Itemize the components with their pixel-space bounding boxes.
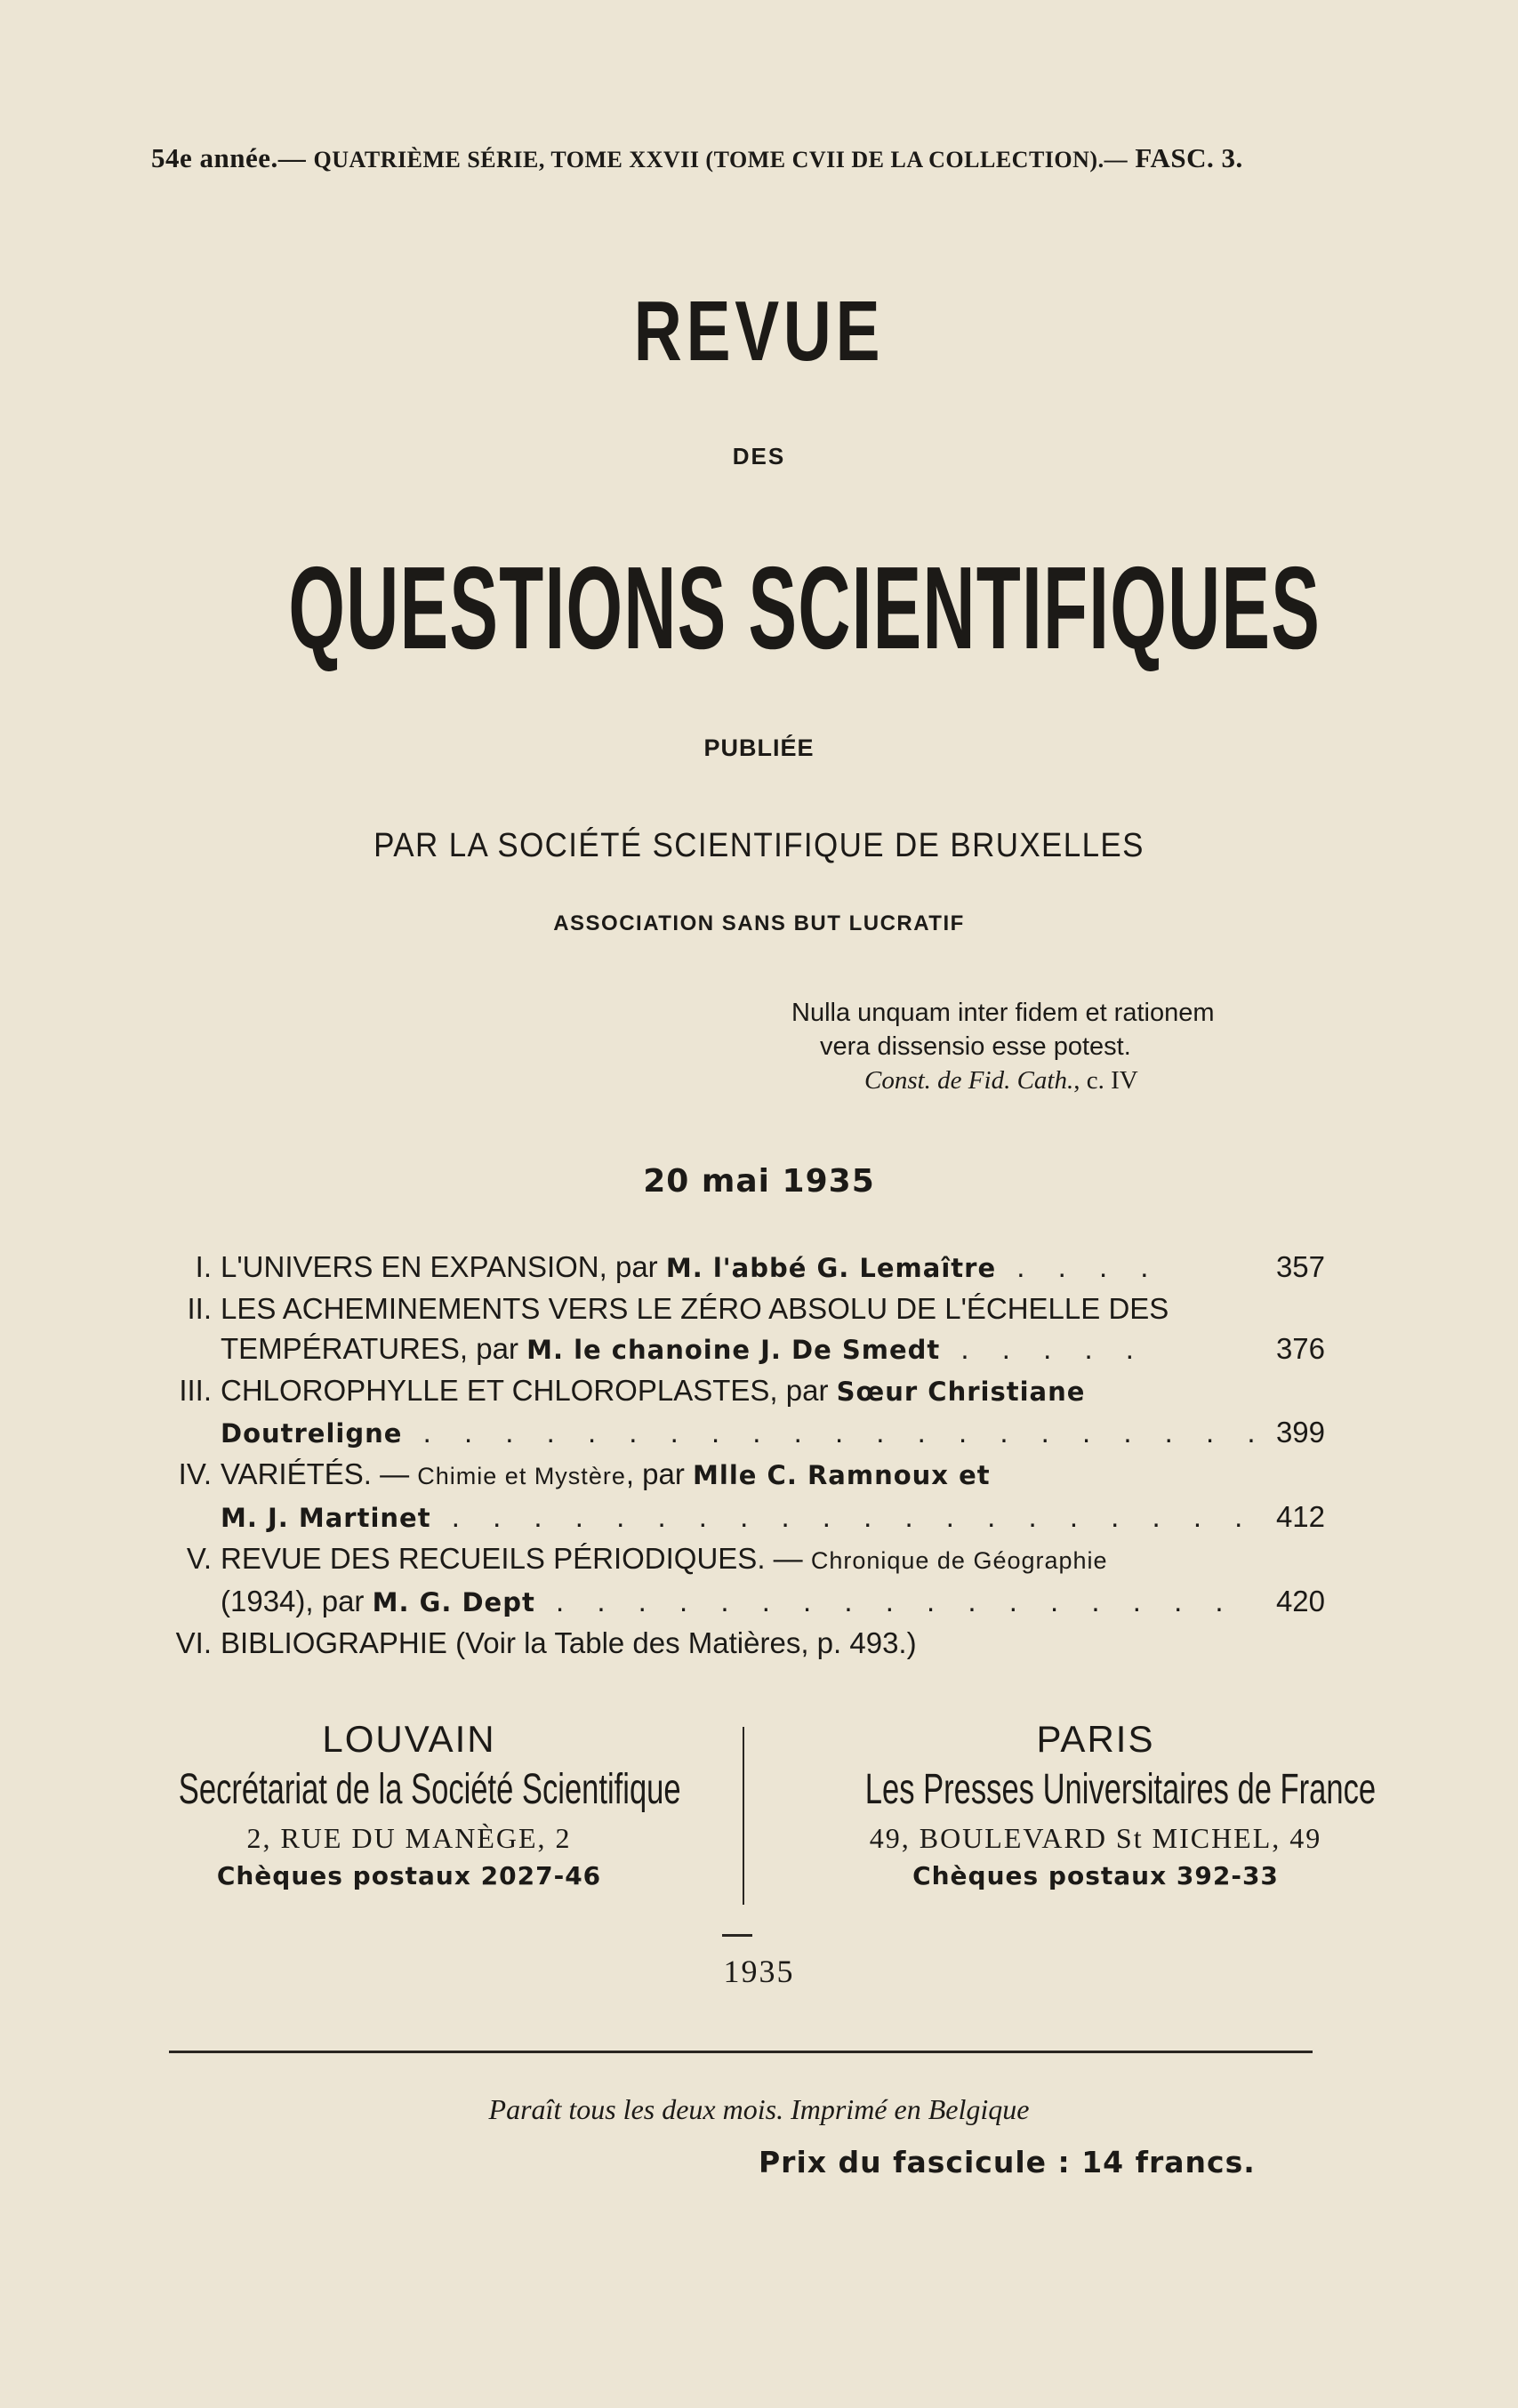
publisher-cheques: Chèques postaux 2027-46 (216, 1861, 602, 1890)
toc-number: II. (187, 1292, 212, 1325)
toc-number: V. (186, 1542, 212, 1575)
toc-entry (160, 1247, 1325, 1288)
publisher-city: PARIS (1036, 1718, 1155, 1760)
published-label: PUBLIÉE (703, 734, 815, 761)
frequency-note: Paraît tous les deux mois. Imprimé en Belgique (488, 2093, 1030, 2125)
title-main: QUESTIONS SCIENTIFIQUES (288, 542, 1321, 673)
toc-number: VI. (175, 1626, 212, 1659)
publisher-name: Les Presses Universitaires de France (864, 1766, 1377, 1813)
title-des: DES (732, 443, 786, 470)
issue-series: QUATRIÈME SÉRIE, TOME XXVII (TOME CVII DE LA COLLECTION).— (313, 147, 1128, 173)
motto-source-chapter: , c. IV (1073, 1066, 1138, 1095)
publisher-louvain (89, 1716, 729, 1894)
publisher-name: Secrétariat de la Société Scientifique (178, 1766, 681, 1813)
toc-title: CHLOROPHYLLE ET CHLOROPLASTES, par (221, 1374, 837, 1407)
toc-leader: . . . . . . . . . . . . . . . . . . . . . (402, 1416, 1268, 1449)
issue-year: 54e année.— (151, 142, 307, 173)
motto-line-1: Nulla unquam inter fidem et rationem (791, 999, 1215, 1027)
toc-author: M. le chanoine J. De Smedt (526, 1335, 941, 1365)
motto-source-title: Const. de Fid. Cath. (864, 1066, 1074, 1095)
latin-motto (791, 996, 1215, 1097)
toc-author: Mlle C. Ramnoux et (693, 1460, 991, 1490)
toc-author: M. G. Dept (372, 1587, 535, 1617)
toc-title: L'UNIVERS EN EXPANSION, par (221, 1250, 666, 1283)
toc-page-number: 376 (1275, 1332, 1325, 1365)
publisher-city: LOUVAIN (322, 1718, 496, 1760)
publication-year: 1935 (723, 1954, 795, 1989)
toc-entry-continued (160, 1412, 1325, 1454)
issue-date: 20 mai 1935 (643, 1163, 875, 1200)
toc-author: M. l'abbé G. Lemaître (665, 1253, 997, 1283)
publisher-paris (775, 1716, 1416, 1894)
toc-subtitle: Chimie et Mystère (417, 1463, 626, 1489)
toc-leader: . . . . . . . . . . . . . . . . . (534, 1585, 1236, 1617)
publisher-address: 49, BOULEVARD St MICHEL, 49 (869, 1822, 1322, 1854)
table-of-contents (160, 1247, 1325, 1663)
toc-title: LES ACHEMINEMENTS VERS LE ZÉRO ABSOLU DE L'ÉCHELLE DES (221, 1292, 1169, 1325)
toc-leader: . . . . (996, 1250, 1161, 1283)
short-rule (722, 1934, 752, 1937)
toc-number: I. (195, 1250, 212, 1283)
toc-entry (160, 1623, 1325, 1663)
toc-subtitle: Chronique de Géographie (810, 1547, 1108, 1574)
toc-page-number: 420 (1275, 1585, 1325, 1617)
motto-source (791, 1064, 1215, 1097)
toc-number: III. (179, 1374, 212, 1407)
toc-entry (160, 1538, 1325, 1581)
issue-fascicle: FASC. 3. (1135, 142, 1243, 173)
publisher-address: 2, RUE DU MANÈGE, 2 (246, 1822, 572, 1854)
toc-entry (160, 1454, 1325, 1497)
horizontal-rule (169, 2051, 1313, 2053)
toc-entry-continued (160, 1581, 1325, 1623)
toc-author: M. J. Martinet (221, 1503, 431, 1533)
toc-title: VARIÉTÉS. — (221, 1457, 418, 1490)
toc-entry-continued (160, 1497, 1325, 1538)
toc-title: REVUE DES RECUEILS PÉRIODIQUES. — (221, 1542, 811, 1575)
association-note: ASSOCIATION SANS BUT LUCRATIF (553, 911, 965, 935)
publisher-society: PAR LA SOCIÉTÉ SCIENTIFIQUE DE BRUXELLES (373, 827, 1145, 864)
toc-page-number: 357 (1275, 1250, 1325, 1283)
issue-header (151, 142, 1369, 174)
publisher-cheques: Chèques postaux 392-33 (912, 1861, 1279, 1890)
toc-page-number: 399 (1275, 1416, 1325, 1449)
toc-title: TEMPÉRATURES, par (221, 1332, 527, 1365)
toc-entry-continued (160, 1328, 1325, 1370)
toc-title-by: , par (625, 1457, 694, 1490)
toc-leader: . . . . . . . . . . . . . . . . . . . . (430, 1500, 1256, 1533)
toc-entry (160, 1288, 1325, 1328)
price-note: Prix du fascicule : 14 francs. (759, 2145, 1256, 2179)
toc-leader: . . . . . (940, 1332, 1146, 1365)
toc-number: IV. (178, 1457, 212, 1490)
toc-title: (1934), par (221, 1585, 373, 1617)
publisher-divider (743, 1727, 744, 1905)
toc-author: Sœur Christiane (836, 1377, 1086, 1407)
toc-title: BIBLIOGRAPHIE (Voir la Table des Matières, p. 493.) (221, 1626, 917, 1659)
motto-line-2: vera dissensio esse potest. (820, 1032, 1131, 1061)
toc-author: Doutreligne (221, 1418, 403, 1449)
toc-page-number: 412 (1275, 1500, 1325, 1533)
title-revue: REVUE (633, 284, 885, 379)
toc-entry (160, 1370, 1325, 1412)
